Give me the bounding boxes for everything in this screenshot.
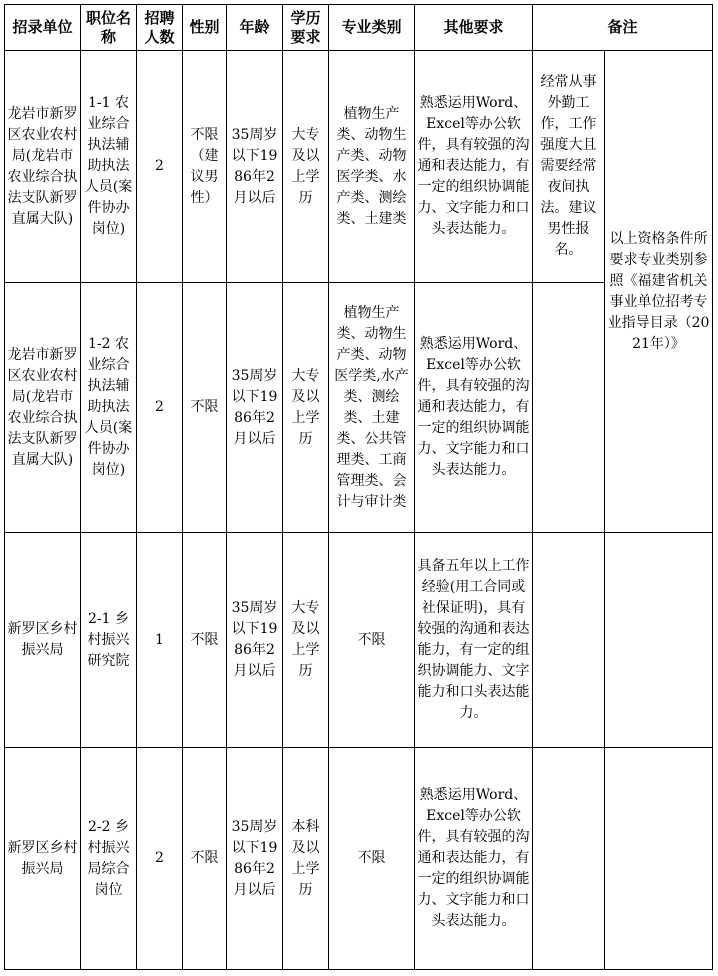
header-major: 专业类别: [329, 5, 415, 51]
cell-shared-note: 以上资格条件所要求专业类别参照《福建省机关事业单位招考专业指导目录（2021年）》: [605, 51, 713, 533]
cell-position: 1-1 农业综合执法辅助执法人员(案件协办岗位): [81, 51, 137, 283]
cell-other: 熟悉运用Word、Excel等办公软件，具有较强的沟通和表达能力，有一定的组织协调能力、文字能力和口头表达能力。: [415, 51, 533, 283]
cell-note-blank: [605, 748, 713, 970]
cell-major: 不限: [329, 533, 415, 748]
table-row: [5, 533, 713, 748]
cell-unit: 龙岩市新罗区农业农村局(龙岩市农业综合执法支队新罗直属大队): [5, 283, 81, 533]
header-row: [5, 5, 713, 51]
cell-count: 2: [137, 51, 183, 283]
cell-other: 熟悉运用Word、Excel等办公软件，具有较强的沟通和表达能力，有一定的组织协调能力、文字能力和口头表达能力。: [415, 748, 533, 970]
header-age: 年龄: [227, 5, 283, 51]
header-count: 招聘人数: [137, 5, 183, 51]
cell-education: 本科及以上学历: [283, 748, 329, 970]
header-position: 职位名称: [81, 5, 137, 51]
cell-other: 具备五年以上工作经验(用工合同或社保证明)，具有较强的沟通和表达能力，有一定的组织协调能力、文字能力和口头表达能力。: [415, 533, 533, 748]
header-gender: 性别: [183, 5, 227, 51]
cell-age: 35周岁以下1986年2月以后: [227, 748, 283, 970]
cell-age: 35周岁以下1986年2月以后: [227, 51, 283, 283]
table-row: [5, 51, 713, 283]
cell-unit: 新罗区乡村振兴局: [5, 748, 81, 970]
cell-education: 大专及以上学历: [283, 533, 329, 748]
cell-note: [533, 533, 605, 748]
cell-note: 经常从事外勤工作，工作强度大且需要经常夜间执法。建议男性报名。: [533, 51, 605, 283]
cell-age: 35周岁以下1986年2月以后: [227, 533, 283, 748]
header-education: 学历要求: [283, 5, 329, 51]
cell-unit: 新罗区乡村振兴局: [5, 533, 81, 748]
cell-major: 不限: [329, 748, 415, 970]
header-other: 其他要求: [415, 5, 533, 51]
recruitment-table: [4, 4, 713, 970]
cell-count: 2: [137, 748, 183, 970]
table-row: [5, 748, 713, 970]
cell-position: 1-2 农业综合执法辅助执法人员(案件协办岗位): [81, 283, 137, 533]
cell-education: 大专及以上学历: [283, 51, 329, 283]
header-note: 备注: [533, 5, 713, 51]
cell-age: 35周岁以下1986年2月以后: [227, 283, 283, 533]
cell-note-blank: [605, 533, 713, 748]
cell-major: 植物生产类、动物生产类、动物医学类、水产类、测绘类、土建类: [329, 51, 415, 283]
cell-position: 2-2 乡村振兴局综合岗位: [81, 748, 137, 970]
cell-position: 2-1 乡村振兴研究院: [81, 533, 137, 748]
cell-gender: 不限: [183, 283, 227, 533]
cell-gender: 不限: [183, 748, 227, 970]
cell-note: [533, 748, 605, 970]
cell-education: 大专及以上学历: [283, 283, 329, 533]
cell-other: 熟悉运用Word、Excel等办公软件，具有较强的沟通和表达能力，有一定的组织协调能力、文字能力和口头表达能力。: [415, 283, 533, 533]
cell-unit: 龙岩市新罗区农业农村局(龙岩市农业综合执法支队新罗直属大队): [5, 51, 81, 283]
header-unit: 招录单位: [5, 5, 81, 51]
cell-count: 1: [137, 533, 183, 748]
cell-major: 植物生产类、动物生产类、动物医学类,水产类、测绘类、土建类、公共管理类、工商管理类、会计与审计类: [329, 283, 415, 533]
cell-gender: 不限: [183, 533, 227, 748]
cell-gender: 不限（建议男性）: [183, 51, 227, 283]
cell-count: 2: [137, 283, 183, 533]
cell-note: [533, 283, 605, 533]
